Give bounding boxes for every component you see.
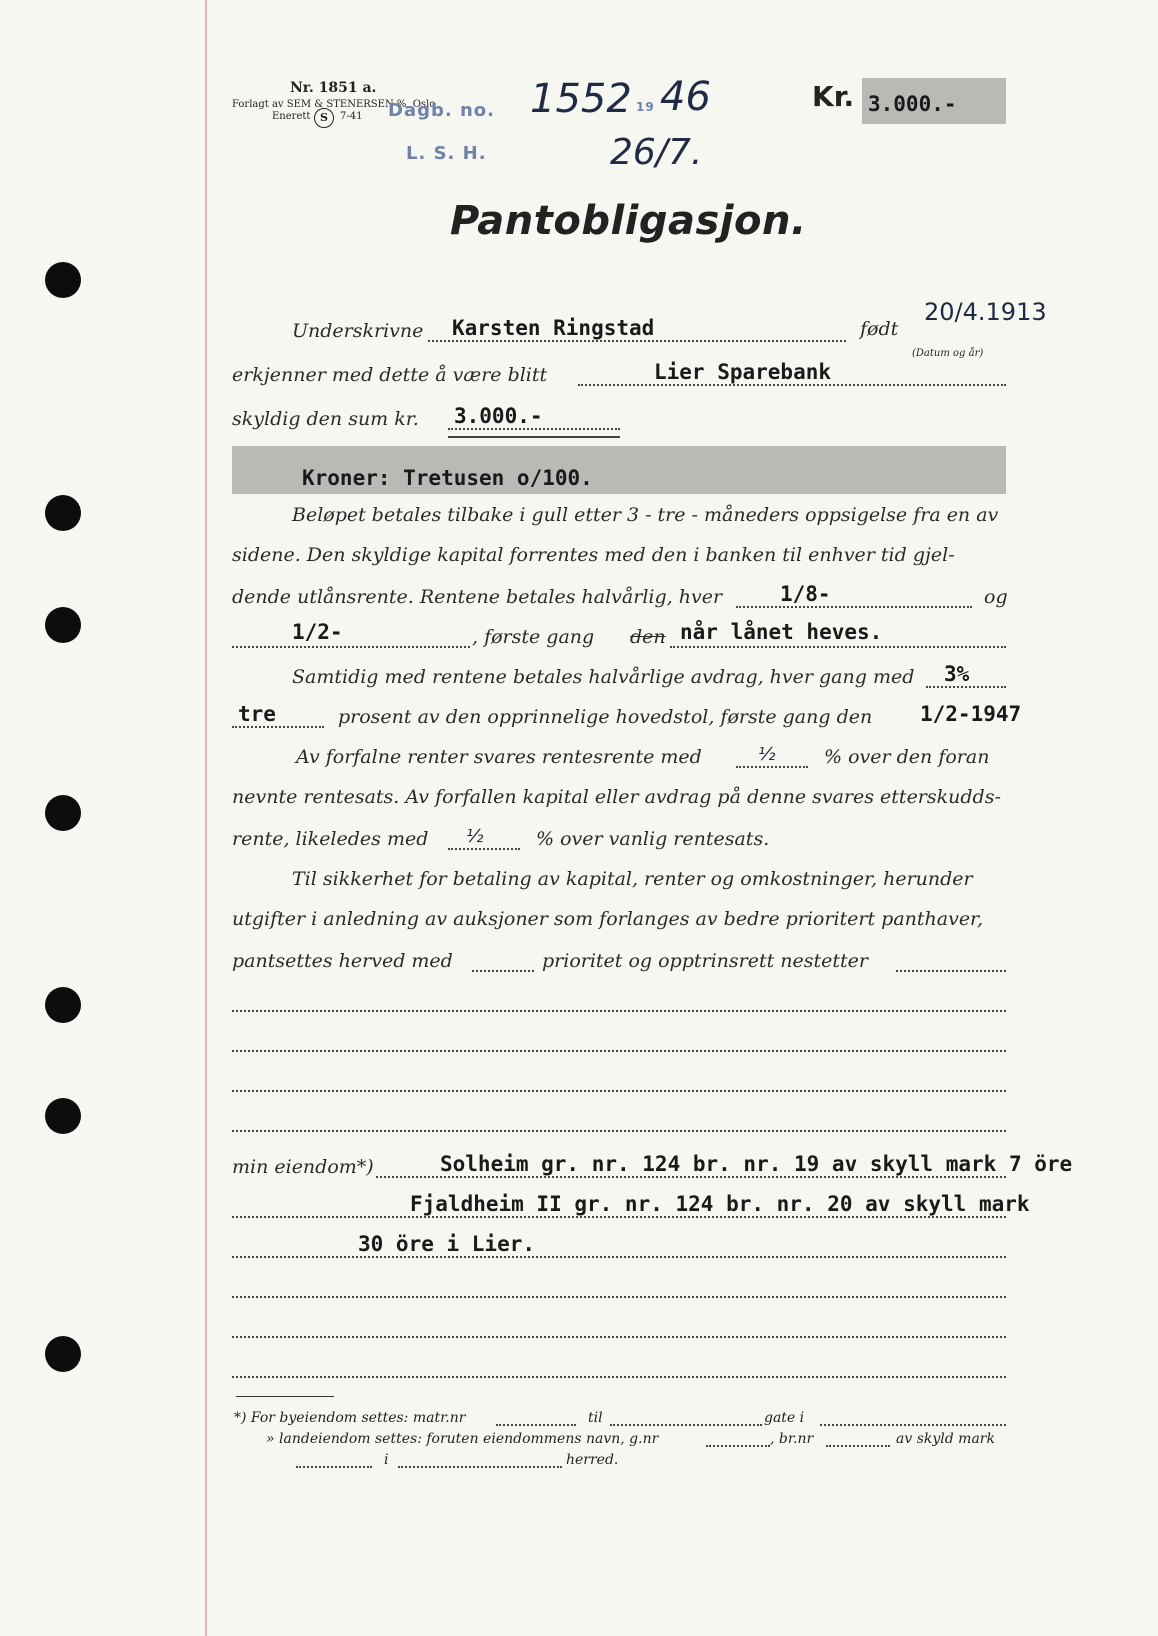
body-line-10: Til sikkerhet for betaling av kapital, renter og omkostninger, herunder — [292, 868, 973, 890]
property-line-2: Fjaldheim II gr. nr. 124 br. nr. 20 av skyll mark — [410, 1192, 1030, 1216]
body-line-7-end: % over den foran — [824, 746, 990, 768]
kroner-line: Kroner: Tretusen o/100. — [302, 466, 593, 490]
overdue-rate: ½ — [466, 826, 484, 847]
rights-line: Enerett — [272, 111, 311, 122]
amount-label: Kr. — [812, 80, 855, 113]
year-prefix: 19 — [636, 100, 655, 114]
office-stamp: L. S. H. — [406, 143, 487, 164]
body-line-9: rente, likeledes med — [232, 828, 429, 850]
binder-hole-5 — [45, 987, 81, 1023]
interest-date-2: 1/2- — [292, 620, 343, 644]
undersigned-value: Karsten Ringstad — [452, 316, 655, 340]
publisher-logo: S — [314, 108, 334, 128]
first-payment: når lånet heves. — [680, 620, 883, 644]
property-label: min eiendom*) — [232, 1156, 374, 1178]
interest-date-1: 1/8- — [780, 582, 831, 606]
body-line-4: , første gang — [472, 626, 595, 648]
body-line-3-end: og — [984, 586, 1008, 608]
binder-hole-7 — [45, 1336, 81, 1372]
body-line-6: prosent av den opprinnelige hovedstol, første gang den — [338, 706, 873, 728]
amount-value: 3.000.- — [868, 92, 957, 116]
undersigned-label: Underskrivne — [292, 320, 424, 342]
creditor-value: Lier Sparebank — [654, 360, 832, 384]
body-line-12-end: prioritet og opptrinsrett nestetter — [542, 950, 869, 972]
entry-date: 26/7. — [610, 132, 703, 173]
binder-hole-2 — [45, 495, 81, 531]
entry-number: 1552 — [530, 76, 632, 122]
body-line-9-end: % over vanlig rentesats. — [536, 828, 770, 850]
diary-stamp: Dagb. no. — [388, 100, 495, 121]
born-hint: (Datum og år) — [912, 348, 984, 359]
body-line-3: dende utlånsrente. Rentene betales halvårlig, hver — [232, 586, 723, 608]
binder-hole-6 — [45, 1098, 81, 1134]
blank-line-6 — [232, 1336, 1006, 1338]
form-number: Nr. 1851 a. — [290, 80, 377, 96]
footnote-rule — [236, 1396, 334, 1397]
binder-hole-4 — [45, 795, 81, 831]
form-code: 7-41 — [340, 111, 363, 122]
entry-year: 46 — [660, 74, 711, 120]
footnote-2: » landeiendom settes: foruten eiendommens navn, g.nr — [266, 1431, 659, 1447]
creditor-label: erkjenner med dette å være blitt — [232, 364, 548, 386]
body-line-2: sidene. Den skyldige kapital forrentes med den i banken til enhver tid gjel- — [232, 544, 955, 566]
struck-word: den — [630, 626, 666, 648]
body-line-11: utgifter i anledning av auksjoner som forlanges av bedre prioritert panthaver, — [232, 908, 984, 930]
body-line-12: pantsettes herved med — [232, 950, 453, 972]
blank-line-4 — [232, 1130, 1006, 1132]
property-line-1: Solheim gr. nr. 124 br. nr. 19 av skyll mark 7 öre — [440, 1152, 1073, 1176]
installment-word: tre — [238, 702, 276, 726]
property-line-3: 30 öre i Lier. — [358, 1232, 536, 1256]
sum-value: 3.000.- — [454, 404, 543, 428]
binder-hole-1 — [45, 262, 81, 298]
body-line-8: nevnte rentesats. Av forfallen kapital eller avdrag på denne svares etterskudds- — [232, 786, 1001, 808]
blank-line-5 — [232, 1296, 1006, 1298]
born-label: født — [860, 318, 899, 340]
compound-rate: ½ — [758, 744, 776, 765]
first-installment: 1/2-1947 — [920, 702, 1022, 726]
born-value: 20/4.1913 — [924, 298, 1047, 326]
footnote-1: *) For byeiendom settes: matr.nr — [234, 1410, 466, 1426]
margin-line — [205, 0, 207, 1636]
installment-percent: 3% — [944, 662, 970, 686]
blank-line-3 — [232, 1090, 1006, 1092]
footnote-3: i — [384, 1452, 389, 1468]
binder-hole-3 — [45, 607, 81, 643]
body-line-1: Beløpet betales tilbake i gull etter 3 - tre - måneders oppsigelse fra en av — [292, 504, 999, 526]
document-title: Pantobligasjon. — [450, 198, 807, 244]
blank-line-7 — [232, 1376, 1006, 1378]
body-line-5: Samtidig med rentene betales halvårlige avdrag, hver gang med — [292, 666, 915, 688]
sum-label: skyldig den sum kr. — [232, 408, 419, 430]
blank-line-1 — [232, 1010, 1006, 1012]
body-line-7: Av forfalne renter svares rentesrente med — [296, 746, 702, 768]
publisher-line: Forlagt av SEM & STENERSEN %, Oslo — [232, 99, 436, 110]
blank-line-2 — [232, 1050, 1006, 1052]
